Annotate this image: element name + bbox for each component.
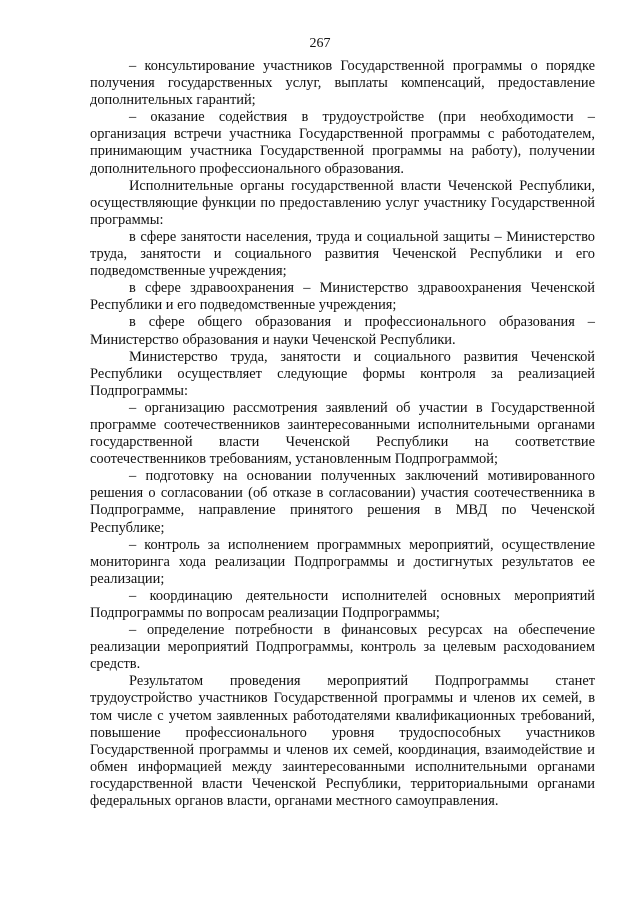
page-number: 267: [309, 36, 331, 51]
paragraph-health-sphere: в сфере здравоохранения – Министерство здравоохранения Чеченской Республики и его подведомственные учреждения;: [90, 280, 595, 314]
paragraph-consulting: – консультирование участников Государственной программы о порядке получения государственных услуг, выплаты компенсаций, предоставление дополнительных гарантий;: [90, 58, 595, 109]
paragraph-execution-control: – контроль за исполнением программных мероприятий, осуществление мониторинга хода реализации Подпрограммы и достигнутых результатов ее реализации;: [90, 536, 595, 587]
paragraph-applications-review: – организацию рассмотрения заявлений об участии в Государственной программе соотечественников заинтересованными исполнительными органами государственной власти Чеченской Республики на соответствие соотечественников требованиям, установленным Подпрограммой;: [90, 399, 595, 468]
paragraph-control-forms: Министерство труда, занятости и социального развития Чеченской Республики осуществляет следующие формы контроля за реализацией Подпрограммы:: [90, 348, 595, 399]
paragraph-financial-needs: – определение потребности в финансовых ресурсах на обеспечение реализации мероприятий Подпрограммы, контроль за целевым расходованием средств.: [90, 622, 595, 673]
paragraph-decision-preparation: – подготовку на основании полученных заключений мотивированного решения о согласовании (об отказе в согласовании) участия соотечественника в Подпрограмме, направление принятого решения в МВД по Чеченской Республике;: [90, 468, 595, 536]
paragraph-coordination: – координацию деятельности исполнителей основных мероприятий Подпрограммы по вопросам реализации Подпрограммы;: [90, 587, 595, 621]
paragraph-labor-sphere: в сфере занятости населения, труда и социальной защиты – Министерство труда, занятости и социального развития Чеченской Республики и его подведомственные учреждения;: [90, 228, 595, 280]
document-body: [90, 58, 595, 810]
paragraph-employment-assistance: – оказание содействия в трудоустройстве (при необходимости – организация встречи участника Государственной программы с работодателем, принимающим участника Государственной программы на работу), получении дополнительного профессионального образования.: [90, 109, 595, 177]
paragraph-education-sphere: в сфере общего образования и профессионального образования – Министерство образования и науки Чеченской Республики.: [90, 314, 595, 348]
paragraph-results: Результатом проведения мероприятий Подпрограммы станет трудоустройство участников Государственной программы и членов их семей, в том числе с учетом заявленных работодателями квалификационных требований, повышение профессионального уровня трудоспособных участников Государственной программы и членов их семей, координация, взаимодействие и обмен информацией между заинтересованными исполнительными органами государственной власти Чеченской Республики, территориальными органами федеральных органов власти, органами местного самоуправления.: [90, 673, 595, 810]
paragraph-executive-bodies: Исполнительные органы государственной власти Чеченской Республики, осуществляющие функции по предоставлению услуг участнику Государственной программы:: [90, 177, 595, 228]
